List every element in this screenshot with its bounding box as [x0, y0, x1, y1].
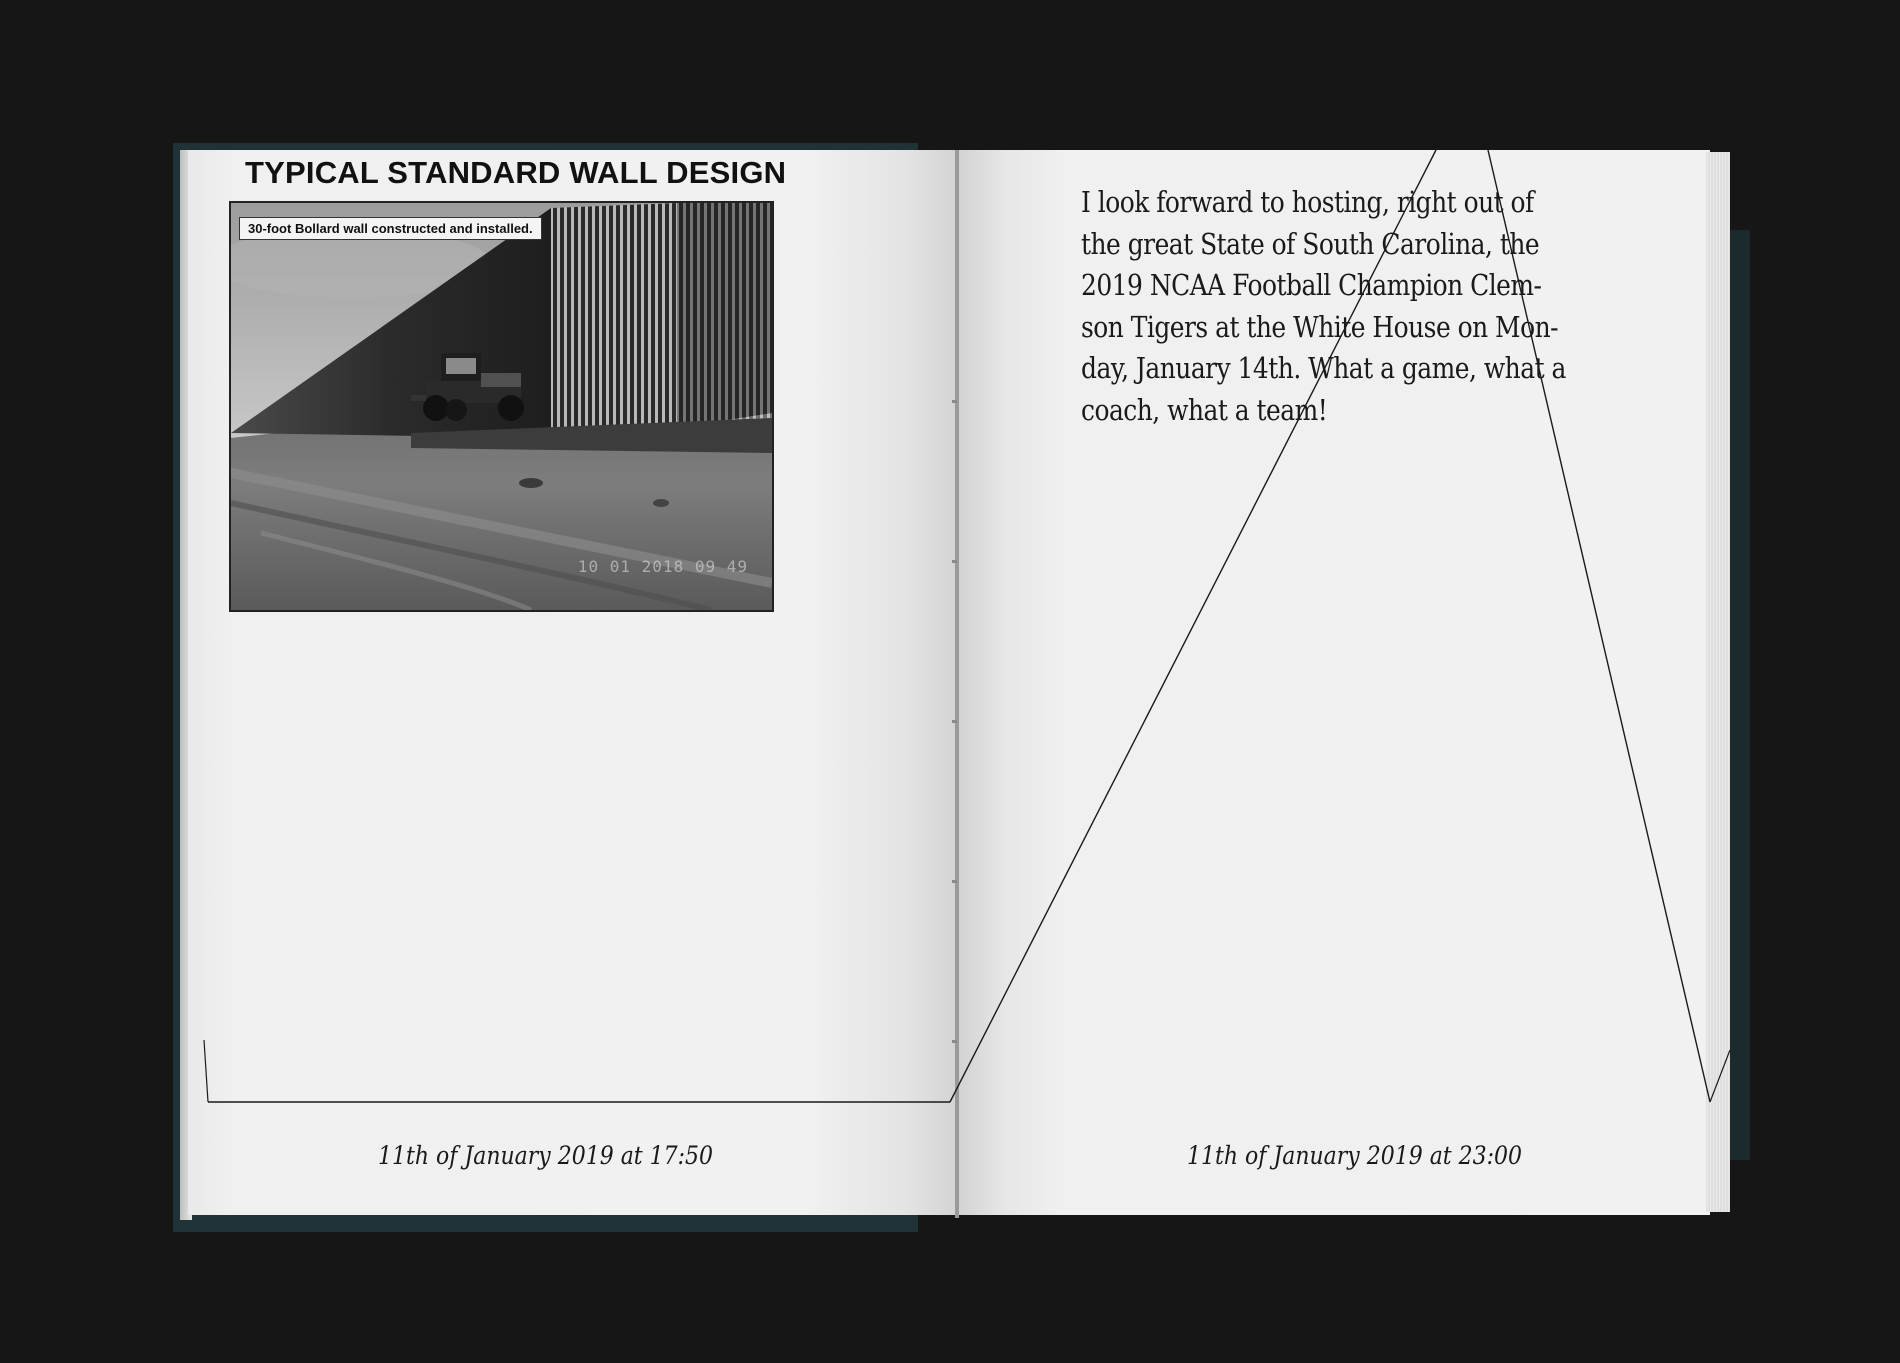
diagonal-string-line — [950, 150, 1436, 1102]
tweet-line: I look forward to hosting, right out of — [1081, 185, 1534, 219]
tweet-line: 2019 NCAA Football Champion Clem- — [1081, 268, 1542, 302]
left-page-date: 11th of January 2019 at 17:50 — [378, 1141, 714, 1170]
wall-design-heading: TYPICAL STANDARD WALL DESIGN — [245, 155, 787, 190]
diagonal-string-line — [1488, 150, 1710, 1102]
tweet-line: coach, what a team! — [1081, 392, 1328, 427]
string-end — [1710, 1050, 1730, 1102]
photo-timestamp: 10 01 2018 09 49 — [577, 557, 748, 576]
string-end — [204, 1040, 208, 1102]
photo-caption: 30-foot Bollard wall constructed and installed. — [239, 217, 542, 240]
right-page-date: 11th of January 2019 at 23:00 — [1187, 1141, 1523, 1170]
tweet-line: day, January 14th. What a game, what a — [1081, 351, 1566, 385]
binding-stitches — [952, 400, 957, 1043]
tweet-line: the great State of South Carolina, the — [1081, 226, 1540, 261]
tweet-line: son Tigers at the White House on Mon- — [1081, 309, 1559, 344]
